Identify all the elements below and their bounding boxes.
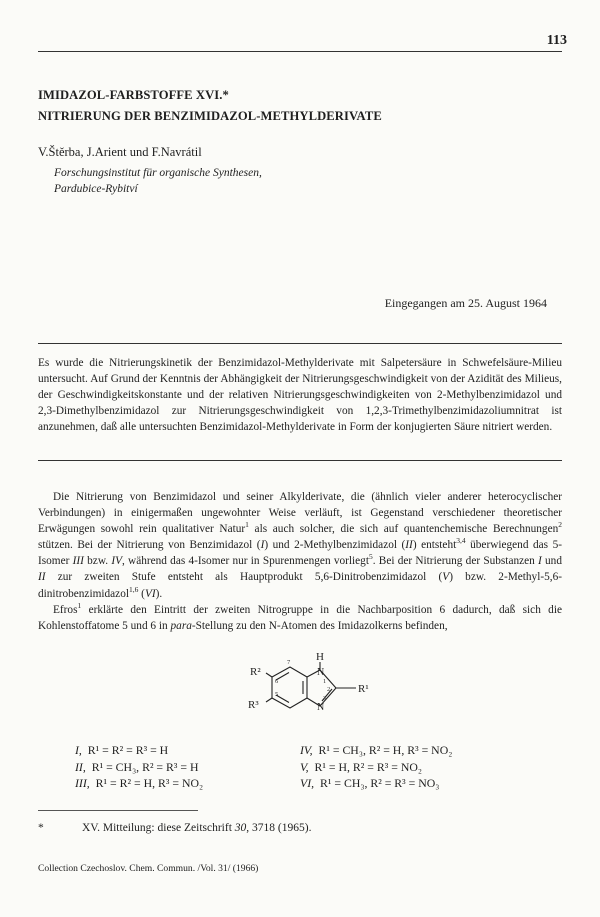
citation: 1 (245, 520, 249, 530)
svg-text:3: 3 (323, 695, 327, 702)
n1-atom: N (317, 667, 325, 678)
citation: 3,4 (456, 536, 466, 546)
page-number: 113 (546, 33, 567, 48)
footnote-rule (38, 810, 198, 811)
n3-atom: N (317, 702, 325, 713)
paper-title-line2: NITRIERUNG DER BENZIMIDAZOL-METHYLDERIVATE (38, 109, 382, 123)
citation: 5 (368, 552, 373, 562)
affiliation-line2: Pardubice-Rybitví (54, 183, 138, 195)
body-text (38, 489, 562, 634)
svg-text:1: 1 (323, 678, 327, 685)
formula-V: V, R¹ = H, R² = R³ = NO₂ (300, 760, 422, 774)
paragraph-2: Efros$^1$ erklärte den Eintritt der zweiten Nitrogruppe in die Nachbarposition 6 dadurch, daß sich die Kohlenstoffatome 5 und 6 in para-Stellung zu den N-Atomen des Imidazolkerns befinden, (38, 600, 562, 632)
abstract: Es wurde die Nitrierungskinetik der Benzimidazol-Methylderivate mit Salpetersäure in Schwefelsäure-Milieu untersucht. Auf Grund der Kenntnis der Abhängigkeit der Nitrierungsgeschwindigkeit von der Azidität des Milieus, der Geschwindigkeitskonstante und der relativen Nitrierungsgeschwindigkeiten von 2-Methylbenzimidazol und 2,3-Dimethylbenzimidazol zur Nitrierungsgeschwindigkeit von 1,2,3-Trimethylbenzimidazoliumnitrat ist anzunehmen, daß alle untersuchten Benzimidazol-Methylderivate in Form der konjugierten Säure nitriert werden. (38, 357, 562, 433)
r1-label: R¹ (358, 683, 369, 695)
benzene-ring (272, 667, 307, 708)
paper-title-line1: IMIDAZOL-FARBSTOFFE XVI.* (38, 88, 229, 102)
formula-III: III, R¹ = R² = H, R³ = NO₂ (75, 776, 204, 790)
svg-text:7: 7 (287, 659, 291, 666)
r2-label: R² (250, 666, 261, 678)
r3-bond (266, 698, 272, 702)
benzimidazole-structure (230, 650, 390, 735)
paragraph-1: Die Nitrierung von Benzimidazol und seiner Alkylderivate, die (ähnlich vieler anderer heterocyclischer Verbindungen) in einigermaßen ungewohnter Weise verläuft, ist Gegenstand verschiedener theoretischer Erwägungen sowohl rein qualitativer Natur$^1$ als auch solcher, die sich auf quantenchemische Berechnungen$^2$ stützen. Bei der Nitrierung von Benzimidazol (I) und 2-Methylbenzimidazol (II) entsteht$^{3,4}$ überwiegend das 5-Isomer III bzw. IV, während das 4-Isomer nur in Spurenmengen vorliegt$^5$. Bei der Nitrierung der Substanzen I und II zur zweiten Stufe entsteht als Hauptprodukt 5,6-Dinitrobenzimidazol (V) bzw. 2-Methyl-5,6-dinitrobenzimidazol$^{1,6}$ (VI). (38, 491, 562, 600)
formula-II: II, R¹ = CH₃, R² = R³ = H (75, 760, 199, 774)
r3-label: R³ (248, 699, 259, 711)
citation: 1,6 (128, 584, 139, 594)
affiliation-line1: Forschungsinstitut für organische Synthesen, (54, 167, 262, 179)
svg-text:5: 5 (275, 691, 279, 698)
author-list: V.Štěrba, J.Arient und F.Navrátil (38, 145, 202, 159)
svg-text:2: 2 (327, 686, 331, 693)
abstract-top-rule (38, 343, 562, 344)
header-rule (38, 51, 562, 52)
formula-IV: IV, R¹ = CH₃, R² = H, R³ = NO₂ (300, 743, 453, 757)
footnote: * XV. Mitteilung: diese Zeitschrift 30, 3718 (1965). (38, 822, 312, 834)
h-atom: H (316, 651, 324, 663)
citation: 1 (77, 600, 82, 610)
svg-text:6: 6 (275, 678, 279, 685)
citation: 2 (558, 520, 562, 530)
abstract-bottom-rule (38, 460, 562, 461)
r2-bond (266, 673, 272, 677)
formula-I: I, R¹ = R² = R³ = H (75, 743, 169, 757)
formula-VI: VI, R¹ = CH₃, R² = R³ = NO₃ (300, 776, 440, 790)
received-date: Eingegangen am 25. August 1964 (384, 296, 547, 310)
journal-citation: Collection Czechoslov. Chem. Commun. /Vol. 31/ (1966) (38, 863, 259, 874)
